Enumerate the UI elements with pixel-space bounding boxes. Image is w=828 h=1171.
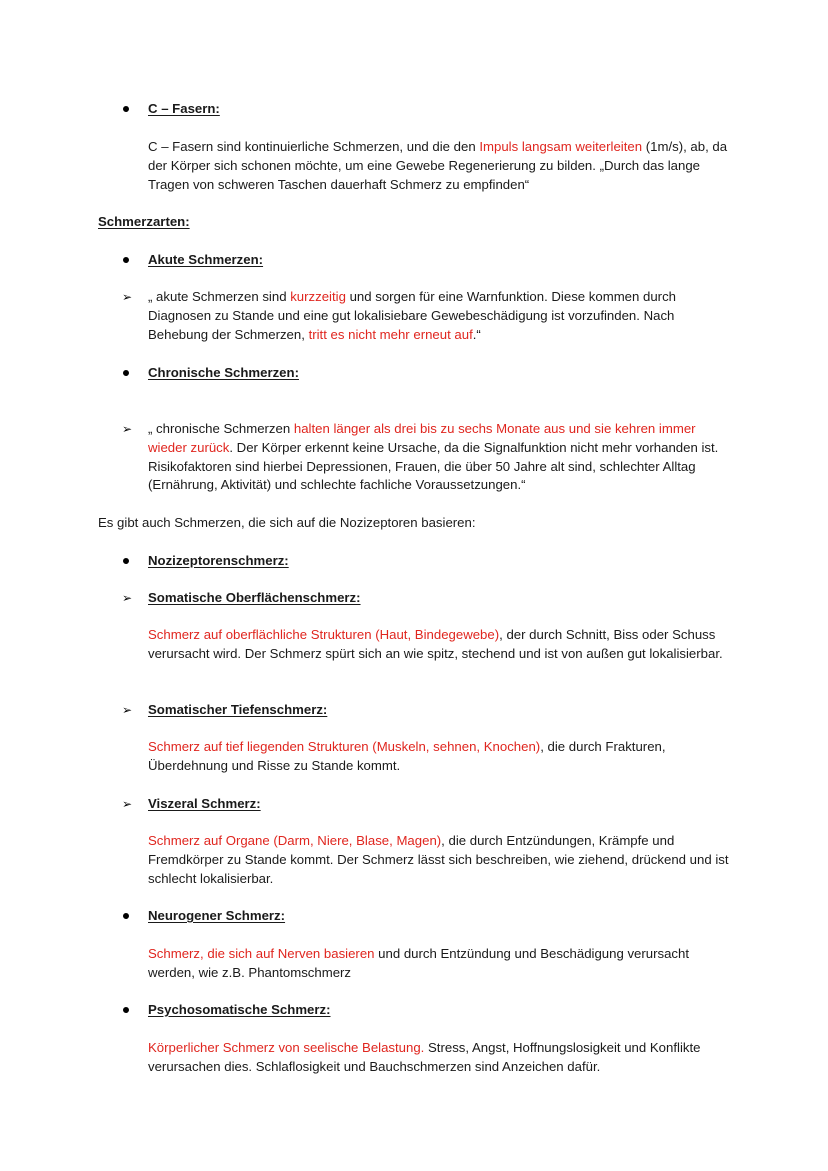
bullet-dot-icon [123, 1007, 129, 1013]
heading-somatische-oberflaechenschmerz: Somatische Oberflächenschmerz: [148, 590, 361, 605]
heading-somatischer-tiefenschmerz: Somatischer Tiefenschmerz: [148, 702, 328, 717]
paragraph-akute-schmerzen: „ akute Schmerzen sind kurzzeitig und sorgen für eine Warnfunktion. Diese kommen durch Diagnosen zu Stande und eine gut lokalisiebare Gewebeschädigung ist vorzufinden. Nach Behebung der Schmerzen, tritt es nicht mehr erneut auf.“ [148, 289, 677, 342]
bullet-dot-icon [123, 913, 129, 919]
heading-c-fasern: C – Fasern: [148, 101, 220, 116]
heading-schmerzarten: Schmerzarten: [98, 214, 190, 229]
paragraph-somatischer-tiefenschmerz: Schmerz auf tief liegenden Strukturen (Muskeln, sehnen, Knochen), die durch Frakturen, Überdehnung und Risse zu Stande kommt. [148, 739, 666, 773]
heading-akute-schmerzen: Akute Schmerzen: [148, 252, 264, 267]
bullet-dot-icon [123, 370, 129, 376]
arrow-bullet-icon: ➢ [122, 703, 133, 717]
paragraph-c-fasern: C – Fasern sind kontinuierliche Schmerzen, und die den Impuls langsam weiterleiten (1m/s), ab, da der Körper sich schonen möchte, um eine Gewebe Regenerierung zu bilden. „Durch das lange Tragen von schweren Taschen dauerhaft Schmerz zu empfinden“ [148, 139, 728, 192]
intro-text: Es gibt auch Schmerzen, die sich auf die Nozizeptoren basieren: [98, 515, 476, 530]
heading-nozizeptorenschmerz: Nozizeptorenschmerz: [148, 553, 289, 568]
paragraph-psychosomatische-schmerz: Körperlicher Schmerz von seelische Belastung. Stress, Angst, Hoffnungslosigkeit und Konflikte verursachen dies. Schlaflosigkeit und Bauchschmerzen sind Anzeichen dafür. [148, 1040, 701, 1074]
arrow-bullet-icon: ➢ [122, 422, 133, 436]
paragraph-somatische-oberflaechenschmerz: Schmerz auf oberflächliche Strukturen (Haut, Bindegewebe), der durch Schnitt, Biss oder Schuss verursacht wird. Der Schmerz spürt sich an wie spitz, stechend und ist von außen gut lokalisierbar. [148, 627, 723, 661]
bullet-dot-icon [123, 558, 129, 564]
heading-neurogener-schmerz: Neurogener Schmerz: [148, 908, 286, 923]
paragraph-neurogener-schmerz: Schmerz, die sich auf Nerven basieren und durch Entzündung und Beschädigung verursacht werden, wie z.B. Phantomschmerz [148, 946, 690, 980]
arrow-bullet-icon: ➢ [122, 797, 133, 811]
heading-chronische-schmerzen: Chronische Schmerzen: [148, 365, 299, 380]
heading-psychosomatische-schmerz: Psychosomatische Schmerz: [148, 1002, 331, 1017]
paragraph-viszeral-schmerz: Schmerz auf Organe (Darm, Niere, Blase, Magen), die durch Entzündungen, Krämpfe und Fremdkörper zu Stande kommt. Der Schmerz lässt sich beschreiben, wie ziehend, drückend und ist schlecht lokalisierbar. [148, 833, 729, 886]
arrow-bullet-icon: ➢ [122, 591, 133, 605]
paragraph-chronische-schmerzen: „ chronische Schmerzen halten länger als drei bis zu sechs Monate aus und sie kehren immer wieder zurück. Der Körper erkennt keine Ursache, da die Signalfunktion nicht mehr vorhanden ist. Risikofaktoren sind hierbei Depressionen, Frauen, die über 50 Jahre alt sind, schlechter Alltag (Ernährung, Aktivität) und schlechte fachliche Voraussetzungen.“ [148, 421, 719, 493]
bullet-dot-icon [123, 106, 129, 112]
heading-viszeral-schmerz: Viszeral Schmerz: [148, 796, 261, 811]
arrow-bullet-icon: ➢ [122, 290, 133, 304]
bullet-dot-icon [123, 257, 129, 263]
